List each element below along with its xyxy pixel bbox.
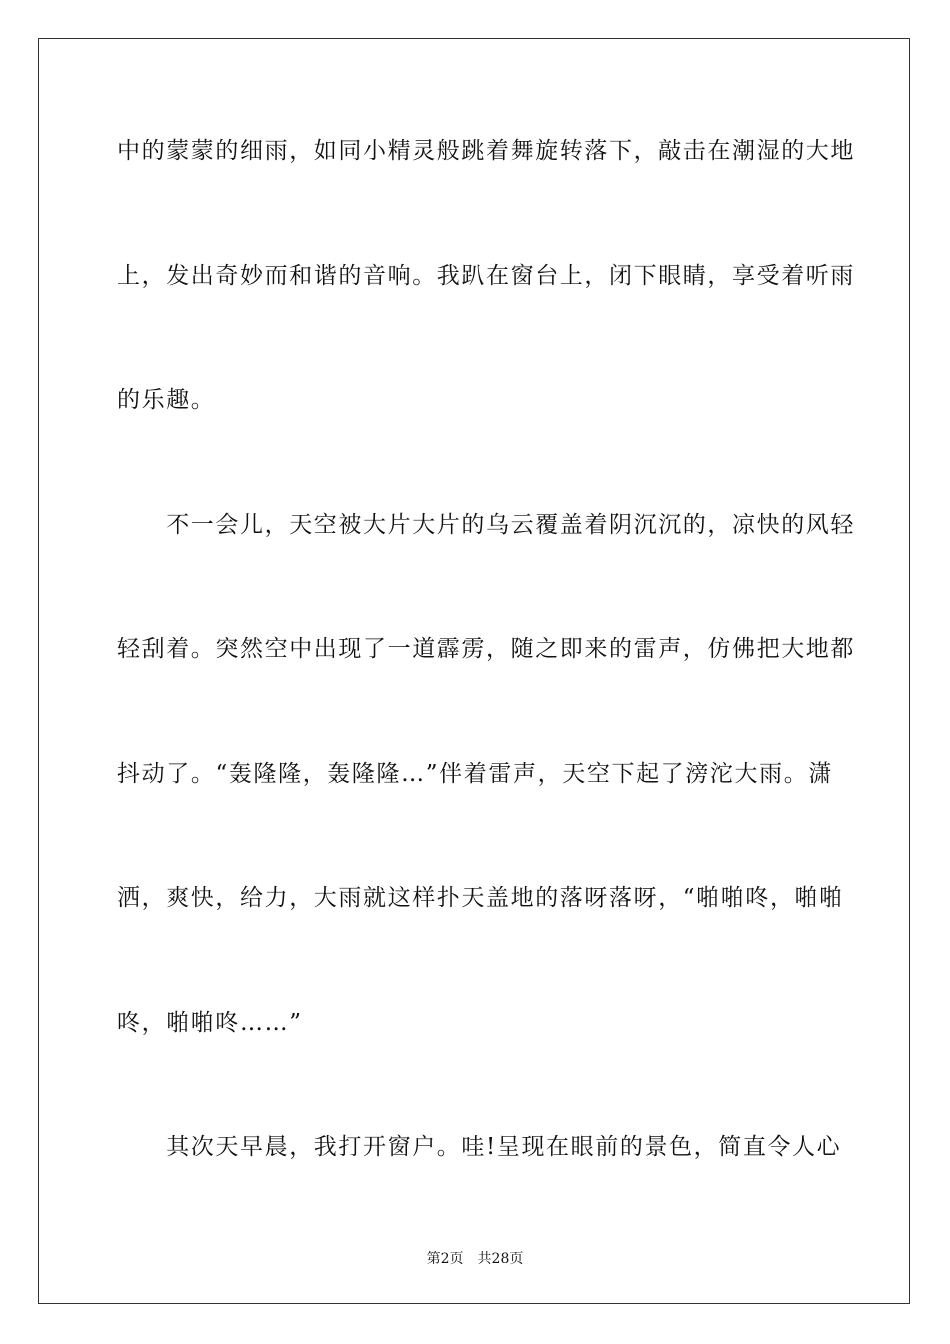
page-number: 第2页 <box>426 1251 464 1267</box>
page-border <box>38 38 910 1304</box>
text-line: 其次天早晨，我打开窗户。哇!呈现在眼前的景色，简直令人心 <box>117 1134 842 1160</box>
page-footer <box>0 1248 950 1268</box>
text-line: 不一会儿，天空被大片大片的乌云覆盖着阴沉沉的，凉快的风轻 <box>117 512 855 538</box>
text-line: 上，发出奇妙而和谐的音响。我趴在窗台上，闭下眼睛，享受着听雨 <box>117 263 855 289</box>
text-line: 咚，啪啪咚……” <box>117 1010 303 1036</box>
text-line: 轻刮着。突然空中出现了一道霹雳，随之即来的雷声，仿佛把大地都 <box>117 636 855 662</box>
page-total: 共28页 <box>477 1251 524 1267</box>
text-line: 的乐趣。 <box>117 387 216 413</box>
text-line: 洒，爽快，给力，大雨就这样扑天盖地的落呀落呀，“啪啪咚，啪啪 <box>117 885 844 911</box>
text-line: 抖动了。“轰隆隆，轰隆隆…”伴着雷声，天空下起了滂沱大雨。潇 <box>117 761 833 787</box>
text-line: 中的蒙蒙的细雨，如同小精灵般跳着舞旋转落下，敲击在潮湿的大地 <box>117 138 855 164</box>
